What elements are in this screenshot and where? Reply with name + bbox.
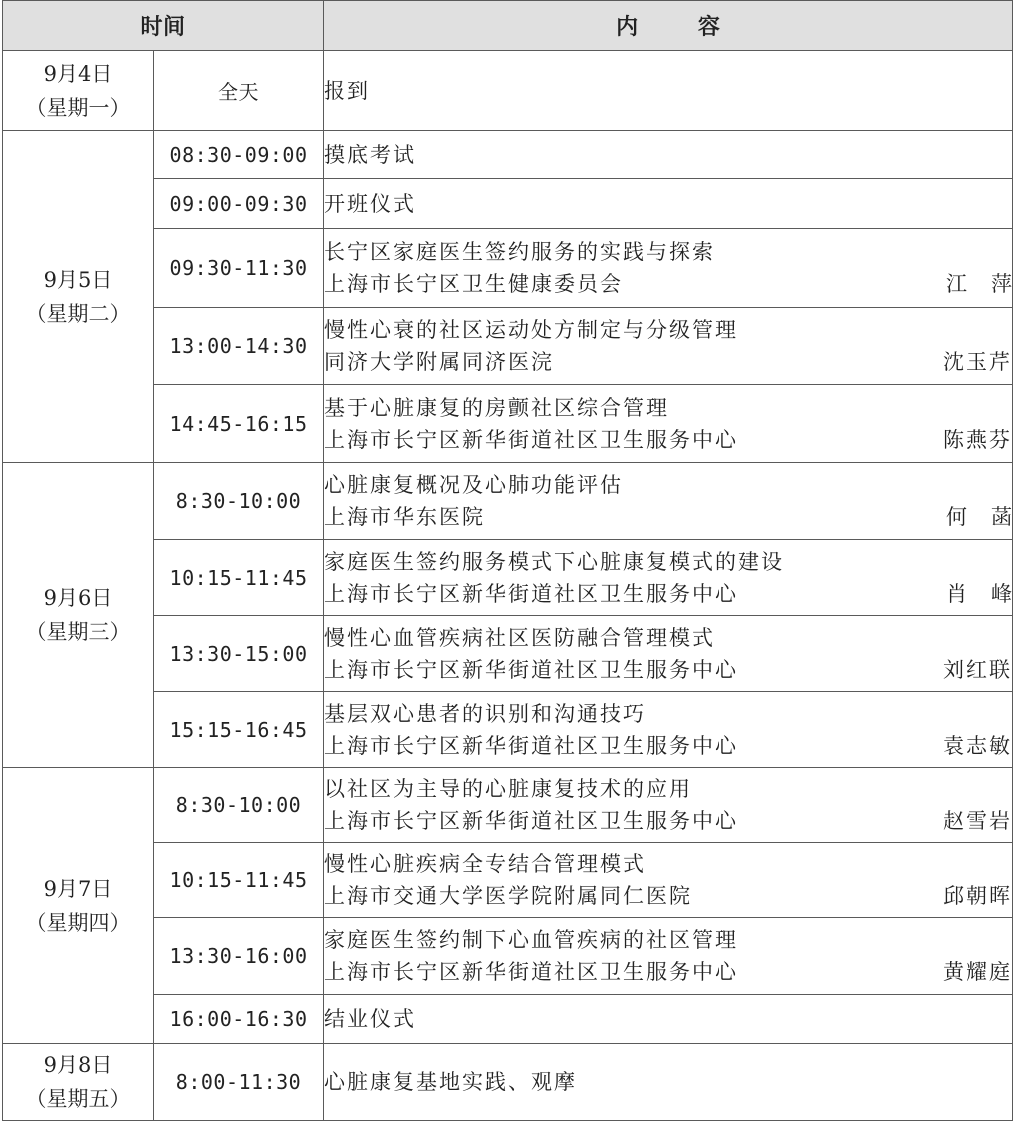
session-time: 全天	[154, 51, 324, 131]
session-time: 8:00-11:30	[154, 1044, 324, 1121]
day-date: 9月6日	[43, 586, 113, 610]
session-time: 13:00-14:30	[154, 308, 324, 385]
session-title: 慢性心脏疾病全专结合管理模式	[324, 852, 647, 876]
session-org-line	[324, 805, 1012, 837]
day-weekday: （星期二）	[25, 301, 131, 326]
session-title: 慢性心血管疾病社区医防融合管理模式	[324, 625, 716, 650]
session-title: 家庭医生签约服务模式下心脏康复模式的建设	[324, 549, 785, 574]
session-content	[324, 768, 1013, 843]
day-cell	[3, 51, 154, 131]
session-org: 上海市长宁区新华街道社区卫生服务中心	[324, 733, 739, 758]
table-row	[3, 308, 1013, 385]
session-time: 14:45-16:15	[154, 385, 324, 463]
day-weekday: （星期三）	[25, 620, 131, 644]
session-org: 同济大学附属同济医浣	[324, 350, 555, 374]
session-speaker: 陈燕芬	[943, 427, 1013, 452]
header-time: 时间	[3, 1, 324, 51]
session-org-line	[324, 880, 1012, 912]
table-row	[3, 843, 1013, 918]
session-content	[324, 385, 1013, 463]
day-cell	[3, 1044, 154, 1121]
day-cell	[3, 768, 154, 1044]
table-row	[3, 51, 1013, 131]
session-content	[324, 463, 1036, 540]
session-content	[324, 308, 1013, 385]
day-date: 9月4日	[43, 61, 113, 86]
table-row	[3, 131, 1013, 179]
header-row	[3, 1, 1013, 51]
day-date: 9月8日	[43, 1053, 113, 1077]
session-title: 基于心脏康复的房颤社区综合管理	[324, 395, 670, 420]
day-date: 9月7日	[43, 876, 113, 901]
day-weekday: （星期一）	[25, 95, 131, 120]
session-org: 上海市长宁区新华街道社区卫生服务中心	[324, 960, 739, 984]
session-speaker: 赵雪岩	[943, 809, 1013, 833]
session-title: 以社区为主导的心脏康复技术的应用	[324, 777, 693, 801]
day-cell	[3, 131, 154, 463]
table-row	[3, 692, 1013, 768]
session-time: 16:00-16:30	[154, 995, 324, 1044]
table-row	[3, 1044, 1013, 1121]
session-org-line	[324, 346, 1012, 378]
table-row	[3, 385, 1013, 463]
table-row	[3, 179, 1013, 229]
session-title: 报到	[324, 78, 371, 103]
session-title: 开班仪式	[324, 191, 417, 216]
session-time: 8:30-10:00	[154, 768, 324, 843]
session-content	[324, 179, 1013, 229]
session-org-line	[324, 956, 1012, 988]
session-title: 摸底考试	[324, 142, 417, 167]
session-org-line	[324, 501, 1036, 533]
day-date: 9月5日	[43, 267, 113, 292]
session-content	[324, 918, 1013, 995]
session-speaker: 肖峰	[946, 581, 1036, 606]
session-speaker: 黄耀庭	[943, 960, 1013, 984]
session-org-line	[324, 424, 1012, 456]
session-title: 结业仪式	[324, 1007, 417, 1031]
table-row	[3, 463, 1013, 540]
session-speaker: 何菡	[946, 505, 1036, 529]
session-content	[324, 843, 1013, 918]
session-org-line	[324, 578, 1036, 610]
session-title: 家庭医生签约制下心血管疾病的社区管理	[324, 928, 739, 952]
session-org: 上海市长宁区新华街道社区卫生服务中心	[324, 809, 739, 833]
day-weekday: （星期五）	[25, 1087, 131, 1111]
session-content	[324, 229, 1036, 308]
header-content	[324, 1, 1013, 51]
session-speaker: 刘红联	[943, 657, 1013, 682]
session-org: 上海市长宁区新华街道社区卫生服务中心	[324, 657, 739, 682]
session-time: 10:15-11:45	[154, 843, 324, 918]
table-row	[3, 229, 1013, 308]
session-speaker: 沈玉芹	[943, 350, 1013, 374]
session-org: 上海市华东医院	[324, 505, 486, 529]
session-content	[324, 540, 1036, 616]
schedule-table	[2, 0, 1036, 1121]
session-org: 上海市交通大学医学院附属同仁医院	[324, 884, 693, 908]
session-time: 13:30-16:00	[154, 918, 324, 995]
session-org-line	[324, 730, 1012, 762]
table-row	[3, 995, 1013, 1044]
session-content	[324, 616, 1013, 692]
session-time: 13:30-15:00	[154, 616, 324, 692]
session-org-line	[324, 654, 1012, 686]
session-org: 上海市长宁区卫生健康委员会	[324, 272, 624, 296]
session-content	[324, 51, 1013, 131]
session-org: 上海市长宁区新华街道社区卫生服务中心	[324, 427, 739, 452]
session-time: 09:30-11:30	[154, 229, 324, 308]
session-content	[324, 131, 1013, 179]
session-title: 基层双心患者的识别和沟通技巧	[324, 701, 647, 726]
session-speaker: 江萍	[946, 272, 1036, 296]
table-row	[3, 768, 1013, 843]
session-title: 慢性心衰的社区运动处方制定与分级管理	[324, 318, 739, 342]
session-content	[324, 1044, 1013, 1121]
session-time: 10:15-11:45	[154, 540, 324, 616]
table-row	[3, 918, 1013, 995]
session-title: 长宁区家庭医生签约服务的实践与探索	[324, 240, 716, 264]
session-content	[324, 995, 1013, 1044]
session-org: 上海市长宁区新华街道社区卫生服务中心	[324, 581, 739, 606]
table-row	[3, 616, 1013, 692]
session-content	[324, 692, 1013, 768]
table-row	[3, 540, 1013, 616]
session-time: 08:30-09:00	[154, 131, 324, 179]
day-weekday: （星期四）	[25, 910, 131, 935]
day-cell	[3, 463, 154, 768]
session-org-line	[324, 268, 1036, 300]
session-time: 8:30-10:00	[154, 463, 324, 540]
session-title: 心脏康复基地实践、观摩	[324, 1070, 578, 1094]
session-speaker: 邱朝晖	[943, 884, 1013, 908]
session-time: 15:15-16:45	[154, 692, 324, 768]
session-time: 09:00-09:30	[154, 179, 324, 229]
session-title: 心脏康复概况及心肺功能评估	[324, 473, 624, 497]
session-speaker: 袁志敏	[943, 733, 1013, 758]
header-content-label: 内 容	[616, 15, 746, 40]
